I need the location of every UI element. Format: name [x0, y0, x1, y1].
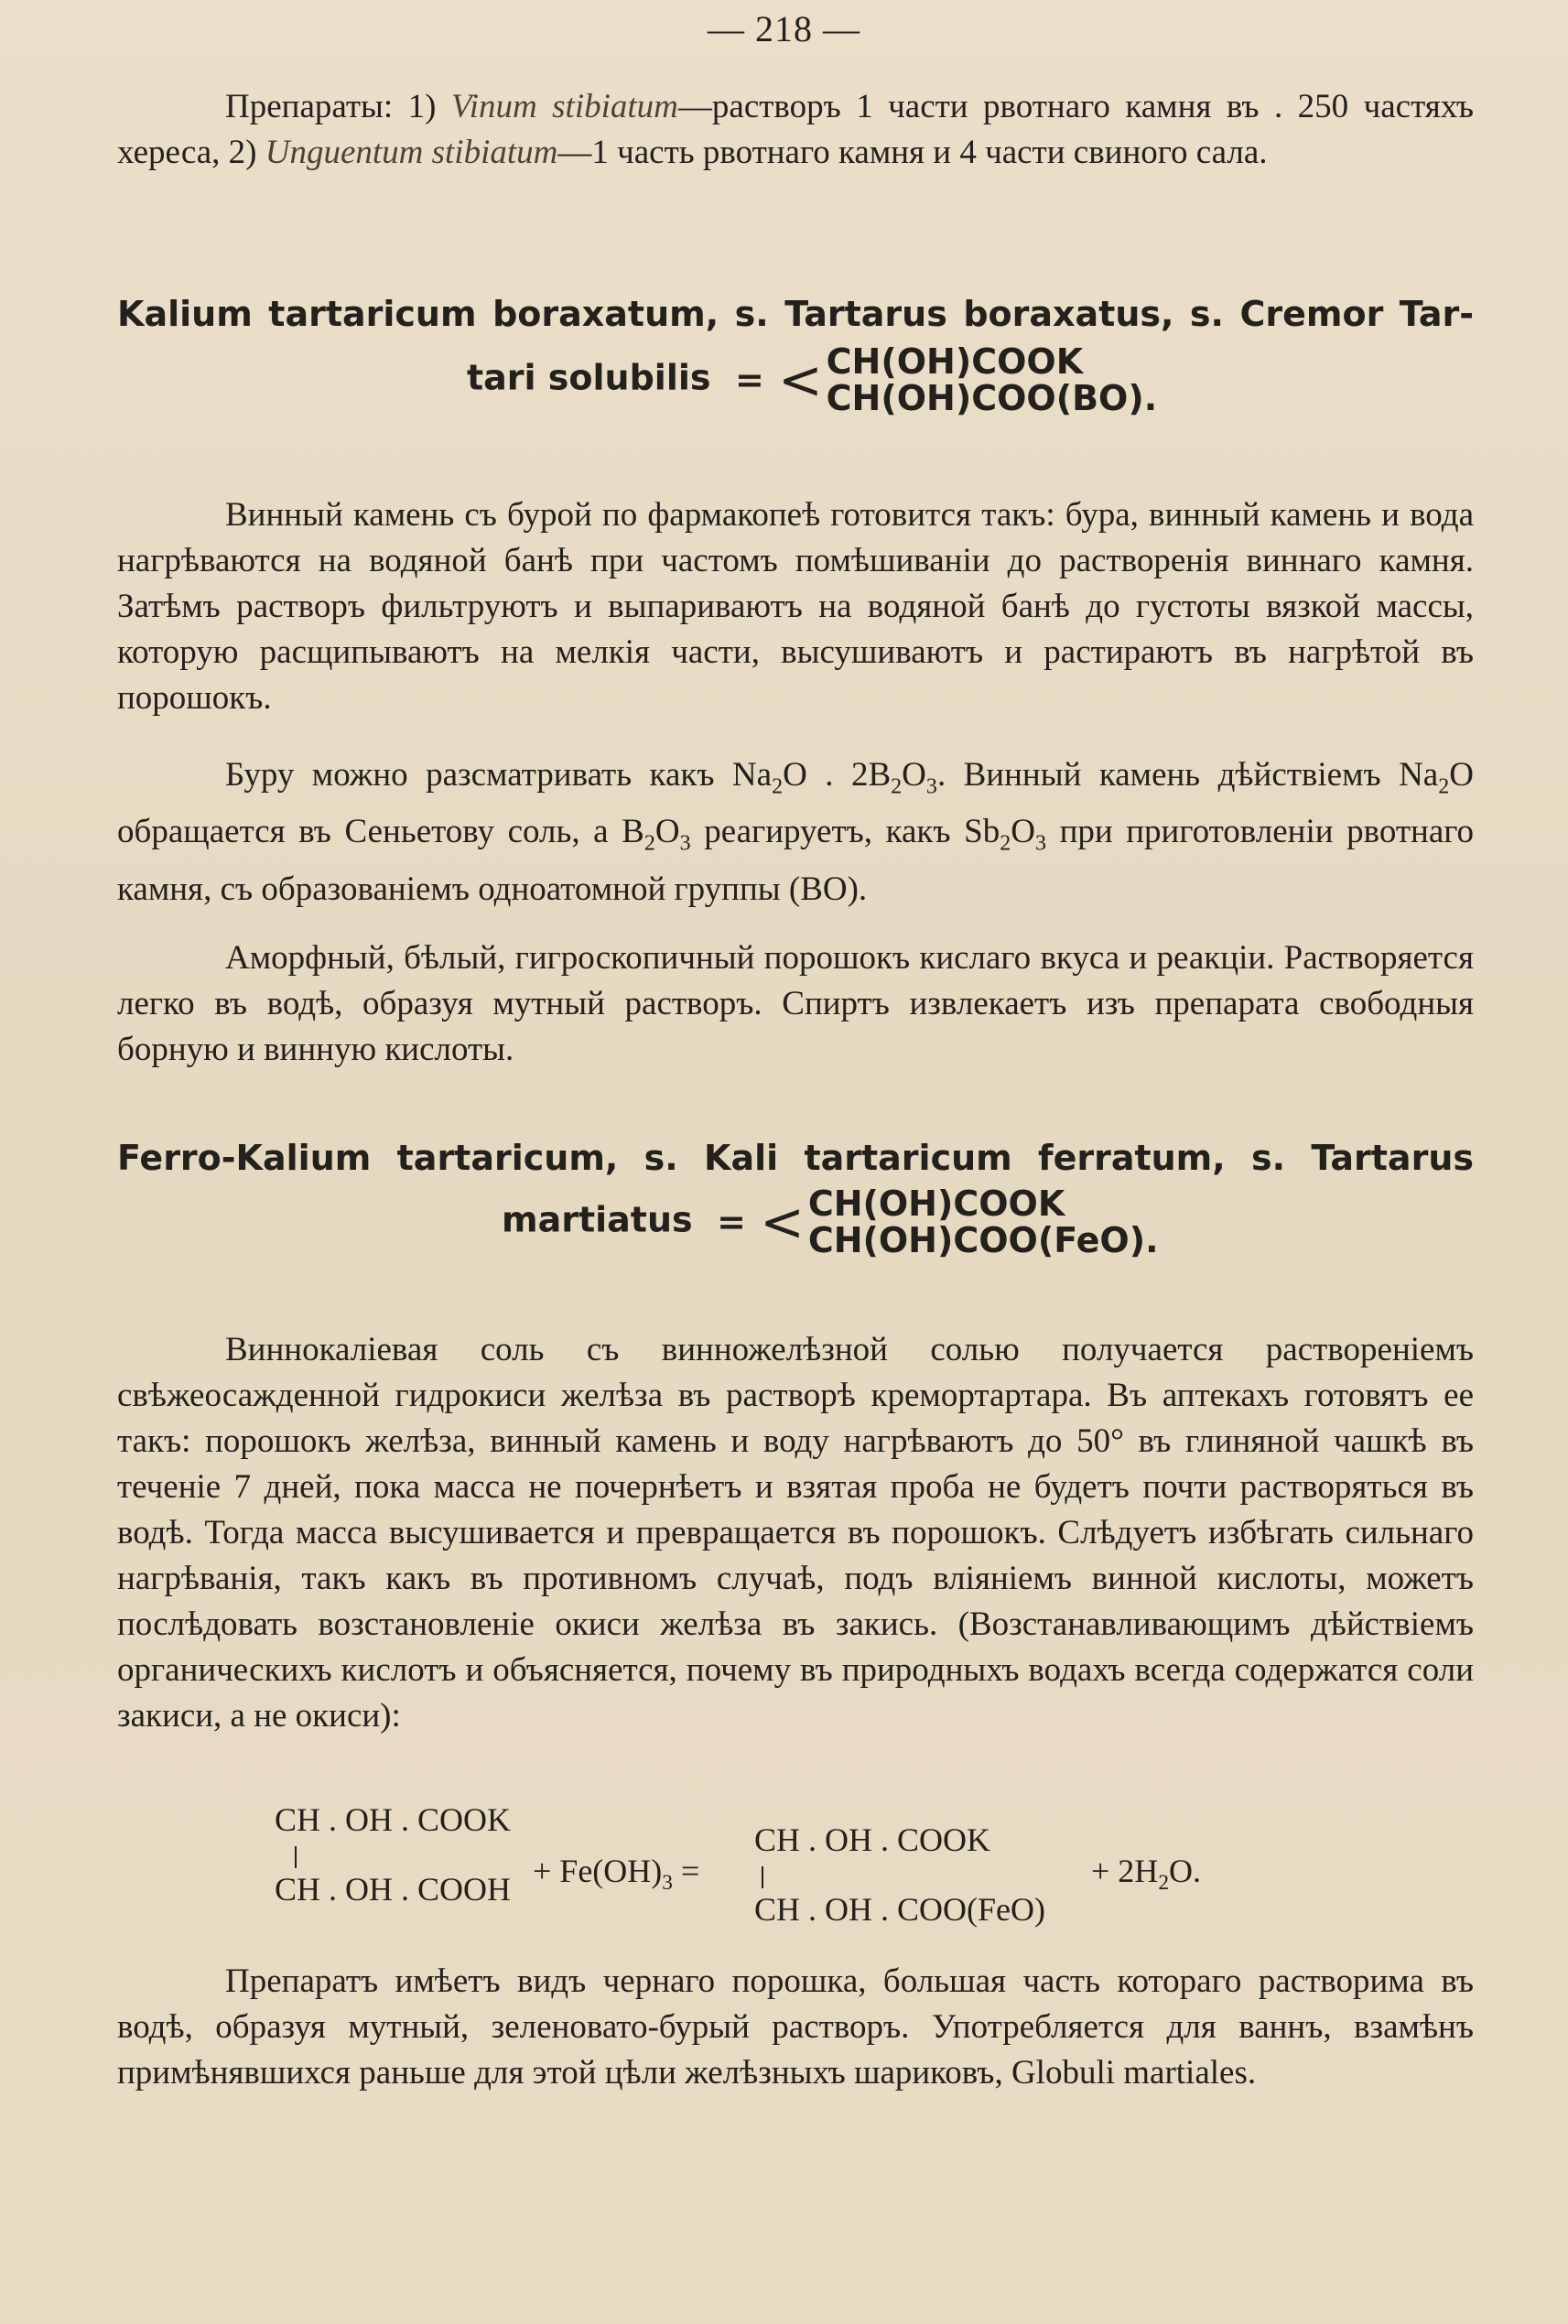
formula-ferro-kalium — [502, 1185, 1159, 1259]
paragraph-borax — [117, 752, 1474, 913]
text-run: —1 часть рвотнаго камня и 4 части свиного сала. — [557, 134, 1268, 171]
formula-prefix: martiatus — [502, 1199, 693, 1240]
bracket-formula — [723, 343, 1157, 416]
formula-top-line: CH(OH)COOK — [826, 341, 1084, 382]
subscript: 3 — [679, 831, 691, 856]
text-run: реагируетъ, какъ Sb — [690, 813, 1000, 851]
equation-left-bottom: CH . OH . COOH — [275, 1871, 512, 1908]
subscript: 3 — [1034, 831, 1046, 856]
bracket-glyph: < — [778, 349, 823, 411]
chemical-equation — [275, 1799, 1281, 1945]
formula-bottom-line: CH(OH)COO(FeO). — [807, 1220, 1159, 1260]
heading-ferro-kalium-tartaricum: Ferro-Kalium tartaricum, s. Kali tartaricum ferratum, s. Tartarus — [117, 1138, 1474, 1178]
subscript: 2 — [1000, 831, 1011, 856]
text-run: + 2H — [1091, 1853, 1159, 1889]
text-run: O — [654, 813, 680, 851]
equation-reagent — [533, 1850, 699, 1904]
equation-bond — [762, 1866, 763, 1888]
paragraph-preparations — [117, 84, 1474, 176]
page-number: — 218 — — [708, 8, 860, 49]
formula-prefix: tari solubilis — [467, 357, 711, 398]
text-run: O . 2B — [783, 756, 892, 794]
text-run: . Винный камень дѣйствіемъ Na — [936, 756, 1439, 794]
subscript: 2 — [1438, 774, 1450, 799]
equation-right-bottom: CH . OH . COO(FeO) — [754, 1891, 1045, 1928]
bracket-glyph: < — [760, 1191, 805, 1253]
equals-sign: = — [704, 1202, 759, 1242]
text-run: O — [902, 756, 926, 794]
subscript: 3 — [925, 774, 937, 799]
latin-term: Unguentum stibiatum — [265, 134, 558, 171]
formula-kalium-boraxatum — [467, 343, 1157, 416]
subscript: 2 — [891, 774, 903, 799]
text-run: Препараты: 1) — [225, 88, 451, 125]
equals-sign: = — [722, 360, 777, 400]
formula-stack — [808, 1185, 1159, 1259]
text-run: + Fe(OH) — [533, 1853, 663, 1889]
text-run: O обращается въ Сеньетову соль, а B — [117, 756, 1474, 851]
latin-term: Vinum stibiatum — [450, 88, 678, 125]
subscript: 2 — [1158, 1871, 1170, 1896]
formula-stack — [827, 343, 1157, 416]
paragraph-ferro-preparation: Виннокаліевая соль съ винножелѣзной солью получается раствореніемъ свѣжеосажденной гидрокиси желѣза въ растворѣ кремортартара. Въ аптекахъ готовятъ ее такъ: порошокъ желѣза, винный камень и воду нагрѣваютъ до 50° въ глиняной чашкѣ въ теченіе 7 дней, пока масса не почернѣетъ и взятая проба не будетъ почти растворяться въ водѣ. Тогда масса высушивается и превращается въ порошокъ. Слѣдуетъ избѣгать сильнаго нагрѣванія, такъ какъ въ противномъ случаѣ, подъ вліяніемъ винной кислоты, можетъ послѣдовать возстановленіе окиси желѣза въ закись. (Возстанавливающимъ дѣйствіемъ органическихъ кислотъ и объясняется, почему въ природныхъ водахъ всегда содержатся соли закиси, а не окиси): — [117, 1331, 1474, 1735]
text-run: O. — [1169, 1853, 1202, 1889]
text-run: —растворъ 1 части рвотнаго камня въ . 250 частяхъ хереса, 2) — [117, 88, 1475, 171]
text-run: O — [1011, 813, 1035, 851]
bracket-formula — [705, 1185, 1159, 1259]
paragraph-preparation-method: Винный камень съ бурой по фармакопеѣ готовится такъ: бура, винный камень и вода нагрѣваются на водяной банѣ при частомъ помѣшиваніи до растворенія виннаго камня. Затѣмъ растворъ фильтруютъ и выпариваютъ на водяной банѣ до густоты вязкой массы, которую расщипываютъ на мелкія части, высушиваютъ и растираютъ въ нагрѣтой въ порошокъ. — [117, 496, 1474, 717]
paragraph-properties: Аморфный, бѣлый, гигроскопичный порошокъ кислаго вкуса и реакціи. Растворяется легко въ водѣ, образуя мутный растворъ. Спиртъ извлекаетъ изъ препарата свободныя борную и винную кислоты. — [117, 939, 1474, 1068]
text-run: Буру можно разсматривать какъ Na — [225, 756, 773, 794]
equation-left-top: CH . OH . COOK — [275, 1801, 512, 1838]
subscript: 2 — [643, 831, 655, 856]
formula-top-line: CH(OH)COOK — [807, 1184, 1065, 1224]
equation-bond — [295, 1846, 297, 1868]
equation-right-top: CH . OH . COOK — [754, 1821, 991, 1858]
equation-water — [1091, 1850, 1201, 1904]
formula-bottom-line: CH(OH)COO(BO). — [826, 378, 1158, 418]
paragraph-appearance-use: Препаратъ имѣетъ видъ чернаго порошка, большая часть котораго растворима въ водѣ, образуя мутный, зеленовато-бурый растворъ. Употребляется для ваннъ, взамѣнъ примѣнявшихся раньше для этой цѣли желѣзныхъ шариковъ, Globuli martiales. — [117, 1962, 1474, 2092]
text-run: = — [672, 1853, 700, 1889]
heading-kalium-tartaricum-boraxatum: Kalium tartaricum boraxatum, s. Tartarus boraxatus, s. Cremor Tar- — [117, 294, 1474, 334]
subscript: 2 — [772, 774, 784, 799]
subscript: 3 — [662, 1871, 673, 1896]
text-run: при приготовленіи рвотнаго камня, съ образованіемъ одноатомной группы (BO). — [117, 813, 1475, 908]
